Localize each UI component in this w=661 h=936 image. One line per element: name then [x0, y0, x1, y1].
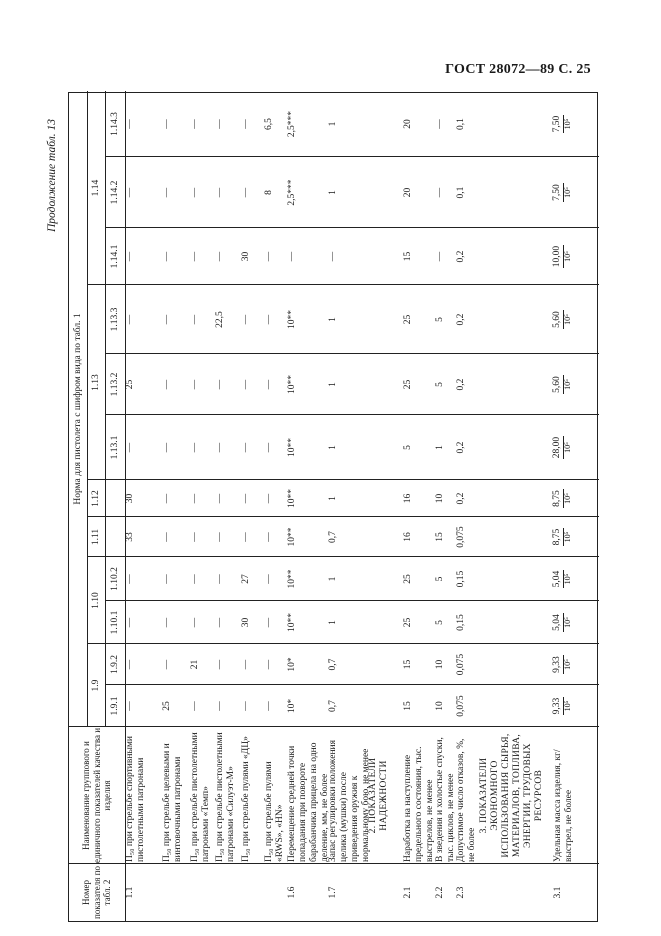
value-cell: 5	[435, 576, 445, 582]
value-cell: 10**	[287, 375, 297, 394]
indicator-name: П₅₀ при стрельбе пистолетными патронами «Темп»	[190, 732, 211, 862]
value-cell: 25	[403, 617, 413, 628]
value-cell: —	[190, 442, 200, 453]
value-cell: —	[241, 493, 251, 504]
value-cell	[553, 557, 599, 601]
value-cell: —	[162, 379, 172, 390]
value-cell	[553, 601, 599, 644]
value-cell: 5	[435, 620, 445, 625]
value-cell: —	[435, 187, 445, 198]
data-table	[68, 92, 598, 922]
value-cell: —	[241, 379, 251, 390]
value-cell: —	[125, 119, 135, 129]
numerator: 7,50	[552, 115, 562, 133]
indicator-name: Запас регулировки положения целика (мушки) после приведения оружия к нормальному бою, не менее	[328, 740, 371, 862]
column-code: 1.14.2	[109, 180, 120, 205]
row-number	[215, 864, 241, 921]
value-cell: —	[215, 379, 225, 390]
value-cell: 10**	[287, 310, 297, 329]
row-number	[368, 864, 403, 921]
row-number	[264, 864, 287, 921]
group-header-1.9: 1.9	[90, 679, 101, 692]
value-cell	[553, 157, 599, 228]
row-number: 2.3	[456, 886, 466, 899]
fraction	[553, 489, 572, 508]
value-cell: —	[190, 119, 200, 129]
value-cell: 10*	[287, 657, 297, 672]
value-cell: —	[241, 442, 251, 453]
value-cell	[553, 517, 599, 557]
value-cell: 0,1	[456, 186, 466, 199]
fraction	[553, 310, 572, 329]
value-cell: 1	[328, 496, 338, 501]
value-cell: —	[241, 532, 251, 542]
value-cell: —	[328, 251, 338, 262]
row-number: 2.2	[435, 886, 445, 899]
value-cell: 10*	[287, 698, 297, 714]
value-cell: 20	[403, 187, 413, 198]
numerator: 10,00	[552, 245, 562, 268]
indicator-name: П₅₀ при стрельбе целевыми и винтовочными патронами	[162, 743, 183, 862]
value-cell: —	[162, 314, 172, 325]
value-cell: —	[162, 617, 172, 628]
row-number	[241, 864, 264, 921]
value-cell: 25	[162, 701, 172, 711]
value-cell: —	[162, 251, 172, 262]
value-cell: —	[264, 314, 274, 325]
value-cell: 1	[435, 445, 445, 450]
value-cell: —	[215, 532, 225, 542]
value-cell: 0,1	[456, 118, 466, 130]
value-cell: —	[125, 574, 135, 584]
denominator: 10⁵	[562, 251, 572, 262]
value-cell: —	[215, 617, 225, 628]
value-cell: —	[241, 119, 251, 129]
value-cell: —	[264, 659, 274, 670]
row-number	[162, 864, 190, 921]
value-cell: —	[264, 617, 274, 628]
value-cell: —	[190, 187, 200, 198]
value-cell: —	[190, 532, 200, 542]
value-cell: —	[125, 442, 135, 453]
column-code: 1.14.3	[109, 112, 120, 136]
value-cell: —	[190, 574, 200, 584]
column-code: 1.9.2	[109, 655, 120, 674]
value-cell: 0,2	[456, 313, 466, 326]
row-number: 2.1	[403, 886, 413, 899]
value-cell: 1	[328, 317, 338, 322]
value-cell: 25	[403, 314, 413, 325]
value-cell: 1	[328, 190, 338, 195]
value-cell: 0,2	[456, 250, 466, 263]
value-cell: —	[162, 442, 172, 453]
value-cell: 6,5	[264, 118, 274, 130]
fraction	[553, 436, 572, 459]
value-cell: 15	[403, 701, 413, 711]
indicator-name: Удельная масса изделия, кг/выстрел, не более	[553, 749, 574, 862]
row-number: 1.7	[328, 886, 338, 899]
column-code: 1.14.1	[109, 244, 120, 269]
value-cell: —	[125, 659, 135, 670]
denominator: 10⁵	[562, 659, 572, 670]
value-cell: 5	[435, 317, 445, 322]
value-cell: —	[190, 379, 200, 390]
value-cell: —	[215, 119, 225, 129]
value-cell: 8	[264, 190, 274, 195]
denominator: 10⁵	[562, 187, 572, 198]
value-cell	[553, 685, 599, 727]
value-cell: —	[162, 187, 172, 198]
denominator: 10⁵	[562, 493, 572, 504]
value-cell: —	[125, 617, 135, 628]
row-number: 1.1	[125, 886, 135, 899]
value-cell: —	[215, 574, 225, 584]
value-cell: —	[435, 119, 445, 129]
numerator: 9,33	[552, 697, 562, 715]
value-cell: —	[264, 493, 274, 504]
value-cell: —	[190, 493, 200, 504]
value-cell: 0,15	[456, 614, 466, 631]
group-header-1.10: 1.10	[90, 592, 101, 609]
indicator-name: Перемещение средней точки попадания при повороте барабанчика прицела на одно деление, мм, не более	[287, 742, 330, 862]
value-cell: —	[162, 532, 172, 542]
value-cell: —	[264, 532, 274, 542]
value-cell: 2,5***	[287, 179, 297, 206]
value-cell: 25	[403, 574, 413, 584]
value-cell: —	[287, 251, 297, 262]
numerator: 7,50	[552, 184, 562, 201]
value-cell	[553, 354, 599, 415]
indicator-name: Допустимое число отказов, %, не более	[456, 738, 477, 862]
column-code: 1.10.2	[109, 567, 120, 591]
value-cell	[553, 228, 599, 285]
value-cell	[553, 644, 599, 685]
value-cell: —	[241, 314, 251, 325]
fraction	[553, 613, 572, 632]
value-cell: —	[241, 659, 251, 670]
value-cell: —	[435, 251, 445, 262]
value-cell: 10	[435, 493, 445, 504]
numerator: 5,04	[552, 614, 562, 631]
column-code: 1.9.1	[109, 696, 120, 716]
value-cell: 27	[241, 574, 251, 584]
value-cell: 1	[328, 620, 338, 625]
value-cell	[553, 480, 599, 517]
fraction	[553, 245, 572, 268]
value-cell: —	[125, 187, 135, 198]
denominator: 10⁵	[562, 573, 572, 585]
value-cell: 15	[435, 532, 445, 542]
value-cell: —	[215, 187, 225, 198]
value-cell: 25	[403, 379, 413, 390]
value-cell: —	[264, 379, 274, 390]
row-number	[190, 864, 215, 921]
fraction	[553, 697, 572, 716]
value-cell: —	[190, 251, 200, 262]
continuation-caption: Продолжение табл. 13	[46, 119, 58, 232]
value-cell	[553, 91, 599, 157]
row-number	[479, 864, 553, 921]
column-code: 1.13.3	[109, 307, 120, 332]
value-cell: 10**	[287, 569, 297, 589]
value-cell: —	[190, 617, 200, 628]
value-cell: —	[162, 119, 172, 129]
page-header: ГОСТ 28072—89 С. 25	[445, 62, 591, 77]
value-cell: 10**	[287, 489, 297, 508]
value-cell: 0,15	[456, 570, 466, 588]
value-cell: 1	[328, 382, 338, 387]
value-cell: 30	[241, 617, 251, 628]
value-cell: 10**	[287, 438, 297, 457]
value-cell: 0,7	[328, 658, 338, 671]
value-cell: —	[125, 251, 135, 262]
value-cell: —	[162, 493, 172, 504]
numerator: 9,33	[552, 656, 562, 673]
value-cell: 10**	[287, 613, 297, 632]
header-name: Наименование группового и единичного показателей качества и изделия	[81, 727, 113, 864]
fraction	[553, 183, 572, 202]
value-cell: 0,075	[456, 526, 466, 548]
denominator: 10⁵	[562, 442, 572, 453]
value-cell: —	[190, 701, 200, 711]
indicator-name: П₅₀ при стрельбе пулями «RWS», «HN»	[264, 761, 285, 862]
indicator-name: П₅₀ при стрельбе спортивными пистолетными патронами	[125, 736, 146, 862]
value-cell: 30	[241, 251, 251, 262]
value-cell: 15	[403, 251, 413, 262]
rotated-table-area	[46, 92, 598, 922]
value-cell: 15	[403, 659, 413, 670]
denominator: 10⁵	[562, 531, 572, 543]
group-header-1.14: 1.14	[90, 179, 101, 197]
value-cell: —	[215, 493, 225, 504]
numerator: 5,60	[552, 311, 562, 328]
fraction	[553, 528, 572, 547]
value-cell: 25	[125, 379, 135, 390]
value-cell: —	[264, 251, 274, 262]
value-cell: —	[162, 574, 172, 584]
value-cell	[553, 285, 599, 354]
fraction	[553, 570, 572, 589]
value-cell: —	[215, 659, 225, 670]
fraction	[553, 375, 572, 394]
value-cell: —	[125, 314, 135, 325]
section-heading: 3. ПОКАЗАТЕЛИ ЭКОНОМНОГО ИСПОЛЬЗОВАНИЯ СЫРЬЯ, МАТЕРИАЛОВ, ТОПЛИВА, ЭНЕРГИИ, ТРУДОВЫХ РЕСУРСОВ	[479, 733, 544, 858]
value-cell: —	[215, 442, 225, 453]
value-cell: —	[190, 314, 200, 325]
value-cell: 1	[328, 121, 338, 127]
numerator: 5,04	[552, 570, 562, 588]
value-cell: —	[125, 701, 135, 711]
value-cell: 5	[435, 382, 445, 387]
header-norm: Норма для пистолета с шифром вида по табл. 1	[72, 313, 83, 505]
value-cell: —	[241, 187, 251, 198]
indicator-name: Наработка на наступление предельного состояния, тыс. выстрелов, не менее	[403, 746, 435, 862]
fraction	[553, 115, 572, 134]
numerator: 5,60	[552, 376, 562, 393]
group-header-1.11: 1.11	[90, 528, 101, 546]
column-code: 1.13.2	[109, 372, 120, 397]
value-cell	[553, 415, 599, 480]
denominator: 10⁵	[562, 314, 572, 325]
value-cell: —	[162, 659, 172, 670]
group-header-1.12: 1.12	[90, 490, 101, 507]
value-cell: 20	[403, 119, 413, 129]
value-cell: 5	[403, 445, 413, 450]
value-cell: 22,5	[215, 311, 225, 328]
value-cell: 0,2	[456, 492, 466, 505]
group-header-1.13: 1.13	[90, 374, 101, 391]
value-cell: —	[215, 251, 225, 262]
header-num: Номер показателя по табл. 2	[81, 866, 113, 919]
denominator: 10⁵	[562, 617, 572, 628]
value-cell: 10	[435, 701, 445, 711]
fraction	[553, 655, 572, 674]
value-cell: 0,7	[328, 700, 338, 712]
column-code: 1.13.1	[109, 435, 120, 460]
value-cell: —	[241, 701, 251, 711]
value-cell: 10	[435, 659, 445, 670]
numerator: 8,75	[552, 528, 562, 546]
value-cell: 16	[403, 532, 413, 542]
value-cell: 0,075	[456, 695, 466, 717]
value-cell: 2,5***	[287, 110, 297, 138]
numerator: 28,00	[552, 436, 562, 459]
value-cell: 30	[125, 493, 135, 504]
value-cell: 0,2	[456, 441, 466, 454]
value-cell: 16	[403, 493, 413, 504]
row-number: 1.6	[287, 886, 297, 899]
value-cell: 33	[125, 532, 135, 542]
value-cell: 10**	[287, 527, 297, 547]
value-cell: 0,7	[328, 531, 338, 543]
row-number: 3.1	[553, 886, 563, 899]
value-cell: 1	[328, 445, 338, 450]
indicator-name: П₅₀ при стрельбе пистолетными патронами «Силуэт-М»	[215, 732, 236, 862]
denominator: 10⁵	[562, 700, 572, 712]
indicator-name: П₅₀ при стрельбе пулями «ДЦ»	[241, 736, 251, 862]
value-cell: —	[264, 701, 274, 711]
column-code: 1.10.1	[109, 610, 120, 635]
indicator-name: В зведения и холостые спуски, тыс. циклов, не менее	[435, 737, 456, 862]
value-cell: 21	[190, 659, 200, 670]
denominator: 10⁵	[562, 118, 572, 130]
value-cell: —	[264, 574, 274, 584]
numerator: 8,75	[552, 490, 562, 507]
denominator: 10⁵	[562, 379, 572, 390]
value-cell: 1	[328, 576, 338, 582]
section-heading: 2. ПОКАЗАТЕЛИ НАДЕЖНОСТИ	[368, 757, 389, 834]
value-cell: —	[264, 442, 274, 453]
value-cell: 0,2	[456, 378, 466, 391]
value-cell: 0,075	[456, 653, 466, 676]
value-cell: —	[215, 701, 225, 711]
